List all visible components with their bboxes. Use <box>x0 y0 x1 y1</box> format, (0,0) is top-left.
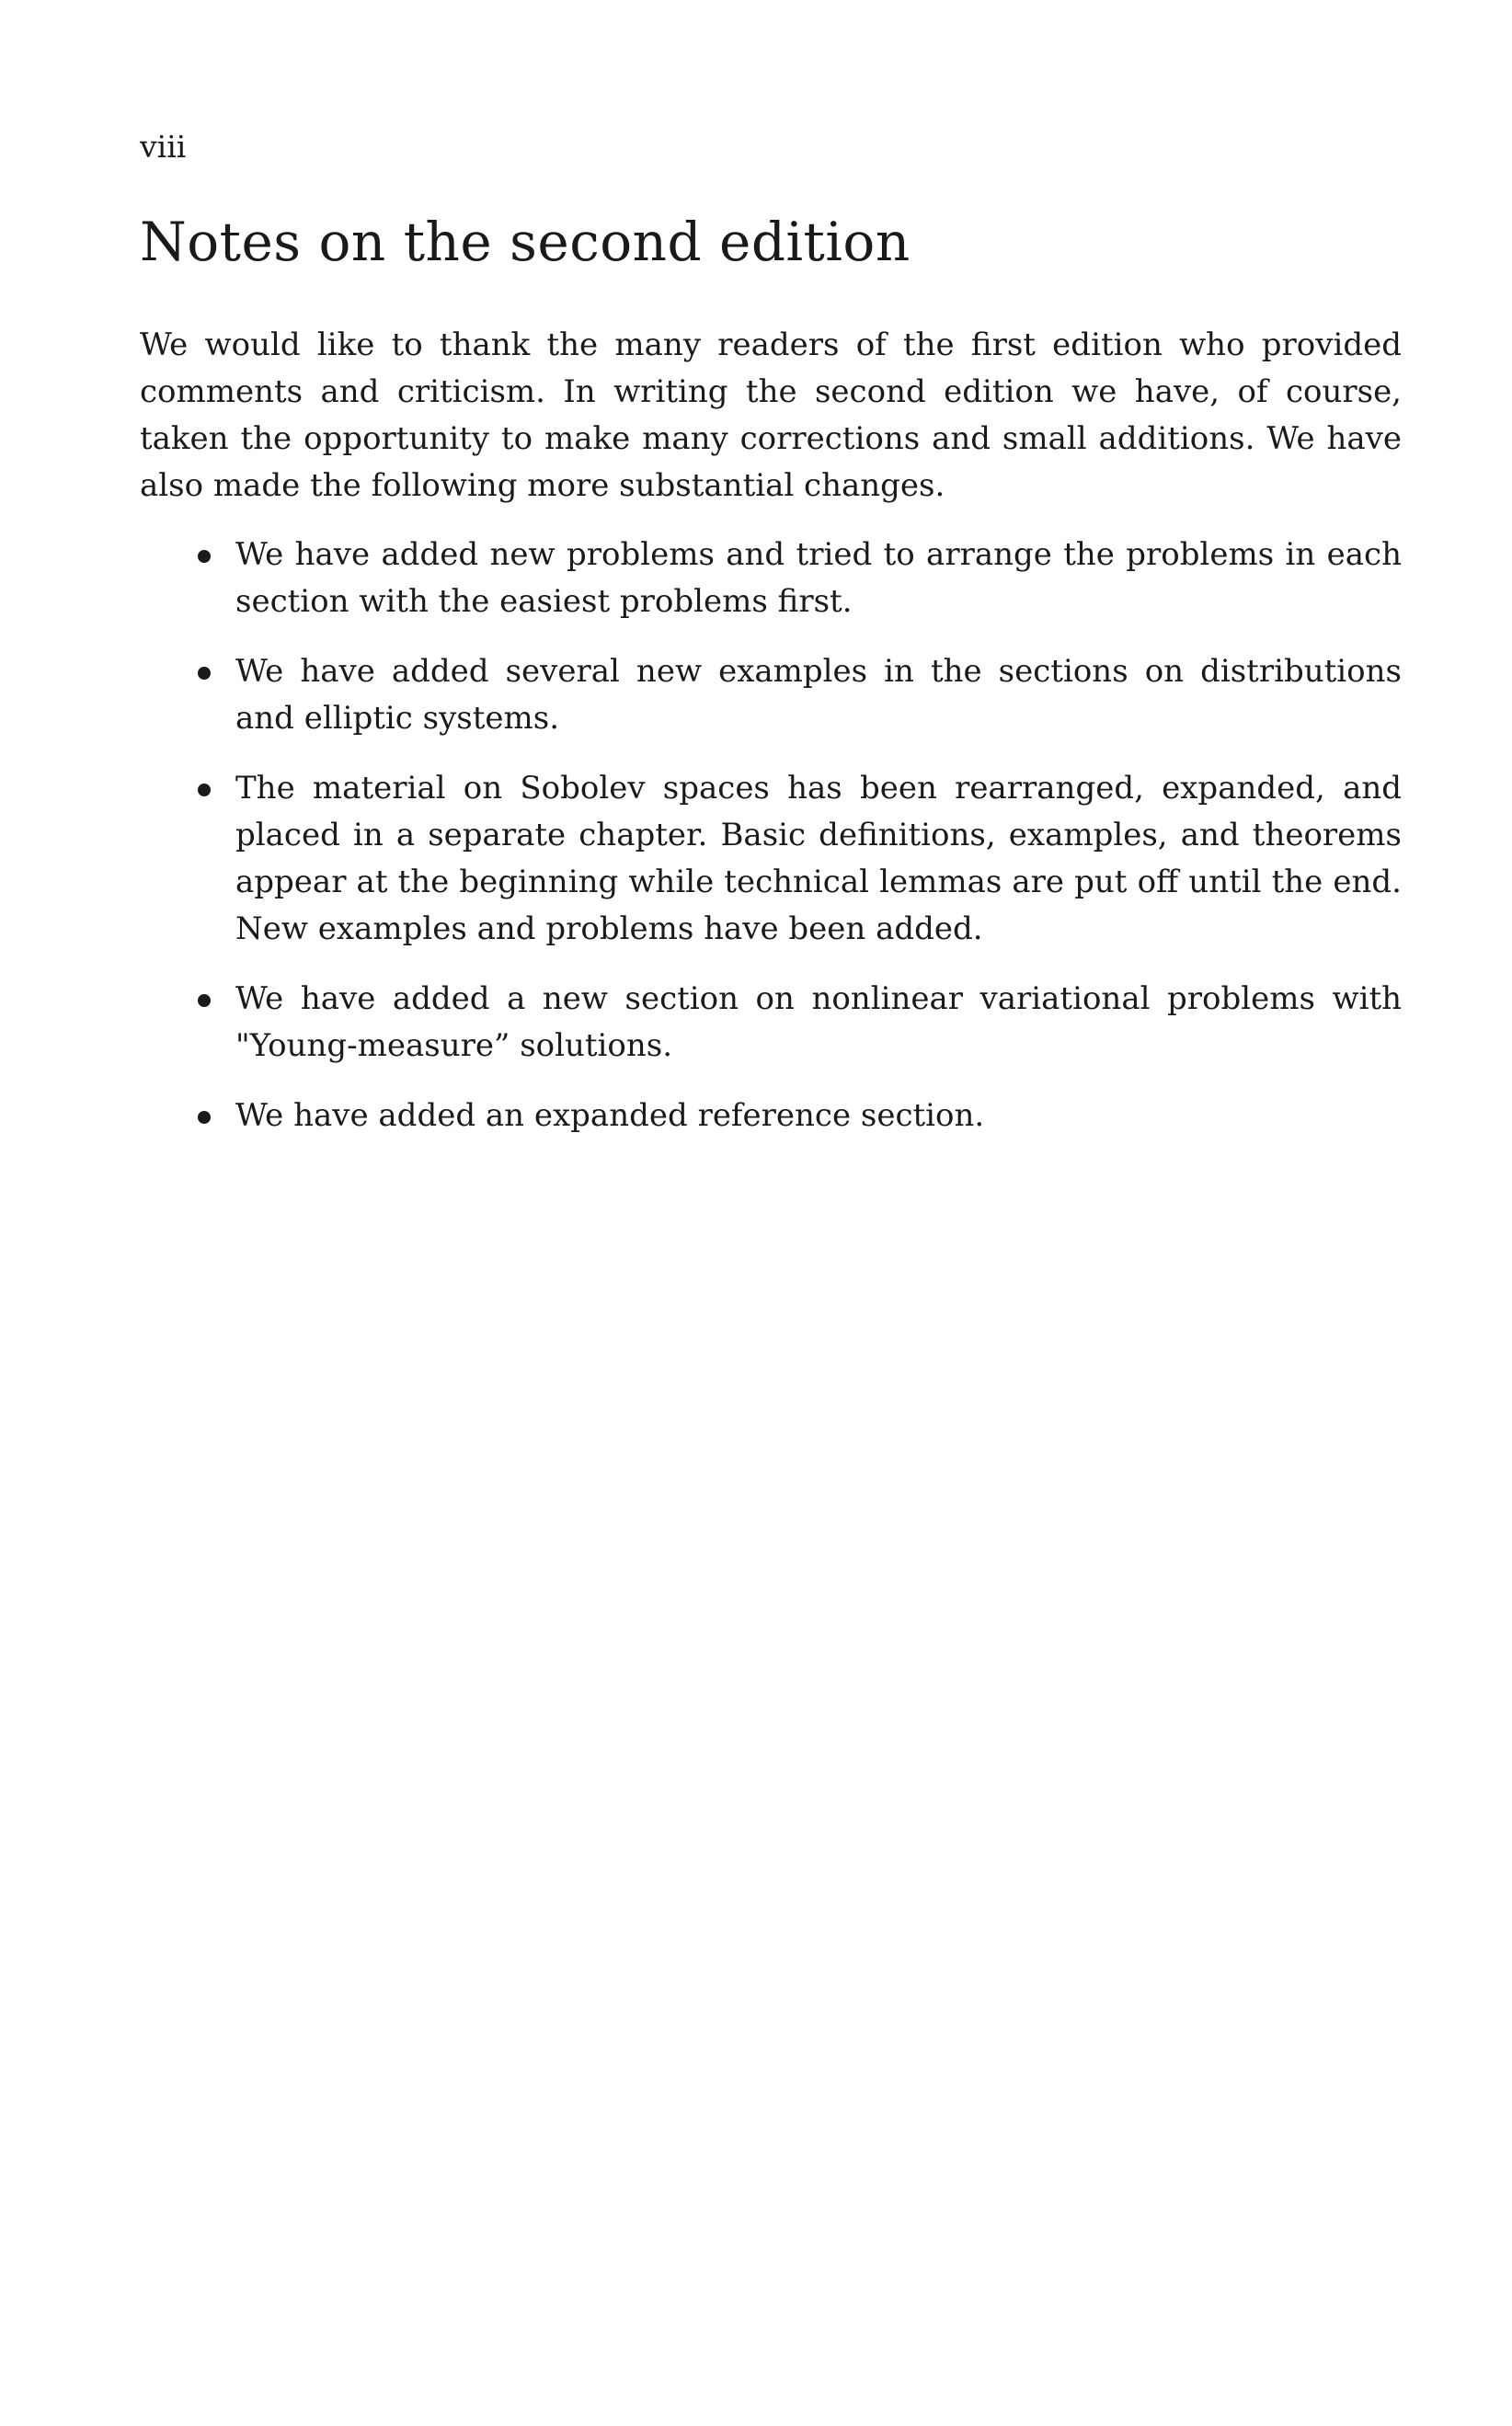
list-item-text: The material on Sobolev spaces has been rearranged, expanded, and placed in a separate chapter. Basic definitions, examples, and theorems appear at the beginning while technical lemmas are put off until the end. New examples and problems have been added. <box>235 770 1402 947</box>
list-item <box>235 532 1402 625</box>
bullet-icon <box>198 1111 211 1124</box>
bullet-icon <box>198 667 211 680</box>
bullet-icon <box>198 550 211 563</box>
list-item-text: We have added new problems and tried to arrange the problems in each section with the easiest problems first. <box>235 536 1402 620</box>
intro-paragraph: We would like to thank the many readers of the first edition who provided comments and criticism. In writing the second edition we have, of course, taken the opportunity to make many corrections and small additions. We have also made the following more substantial changes. <box>140 326 1402 504</box>
list-item <box>235 648 1402 742</box>
changes-list <box>140 532 1402 1139</box>
page-number: viii <box>140 129 187 165</box>
list-item-text: We have added an expanded reference section. <box>235 1097 985 1134</box>
list-item-text: We have added several new examples in the sections on distributions and elliptic systems. <box>235 653 1402 737</box>
page-title: Notes on the second edition <box>140 211 911 273</box>
list-item <box>235 976 1402 1070</box>
list-item <box>235 765 1402 953</box>
bullet-icon <box>198 994 211 1007</box>
bullet-icon <box>198 784 211 796</box>
list-item-text: We have added a new section on nonlinear variational problems with "Young-measure” solutions. <box>235 980 1402 1064</box>
list-item <box>235 1093 1402 1139</box>
page <box>140 129 1402 1162</box>
